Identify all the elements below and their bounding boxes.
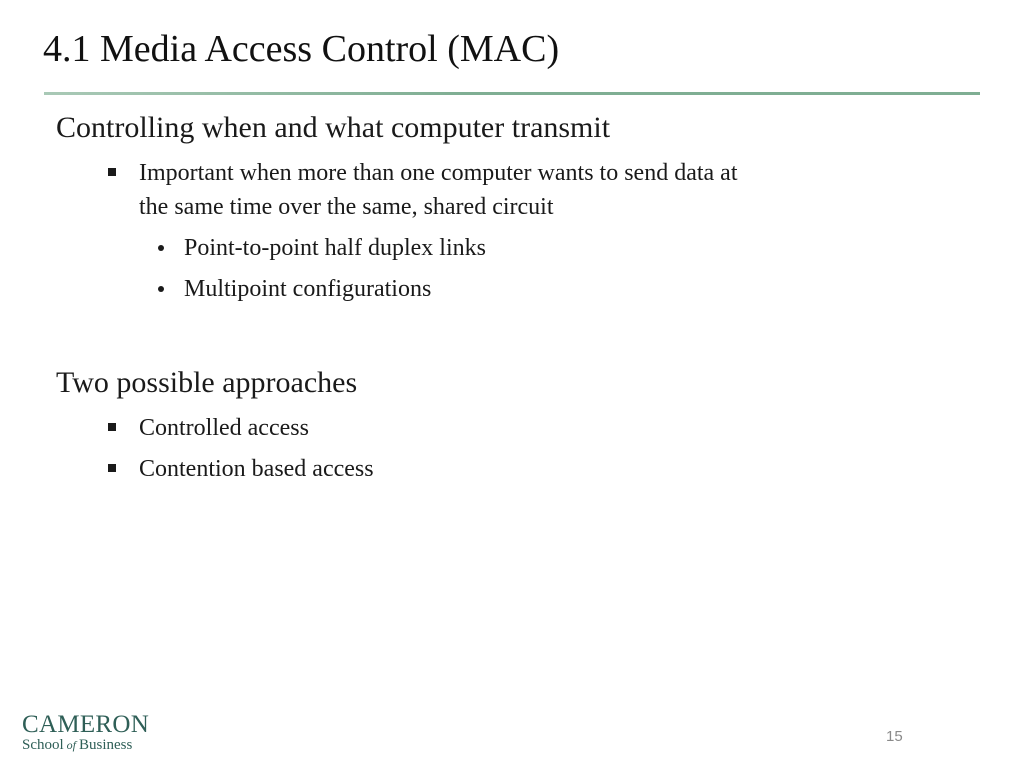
page-number: 15: [886, 728, 903, 745]
square-bullet-icon: [108, 168, 116, 176]
logo-business: Business: [79, 737, 133, 753]
cameron-logo: [22, 712, 149, 752]
subbullet-text: Point-to-point half duplex links: [184, 235, 486, 261]
bullet-text-line1: Important when more than one computer wants to send data at: [139, 160, 738, 186]
slide-title: 4.1 Media Access Control (MAC): [43, 28, 560, 70]
logo-of: of: [66, 738, 77, 752]
logo-wordmark: CAMERON: [22, 711, 150, 738]
bullet-text: Controlled access: [139, 415, 309, 441]
section-heading-1: Controlling when and what computer transmit: [56, 111, 611, 144]
bullet-text: Contention based access: [139, 456, 374, 482]
bullet-text-line2: the same time over the same, shared circuit: [139, 194, 554, 220]
round-bullet-icon: [158, 245, 164, 251]
square-bullet-icon: [108, 423, 116, 431]
logo-subtitle: [22, 738, 149, 752]
logo-school: School: [22, 737, 64, 753]
round-bullet-icon: [158, 286, 164, 292]
title-divider: [44, 92, 980, 95]
subbullet-text: Multipoint configurations: [184, 276, 432, 302]
square-bullet-icon: [108, 464, 116, 472]
section-heading-2: Two possible approaches: [56, 366, 358, 399]
